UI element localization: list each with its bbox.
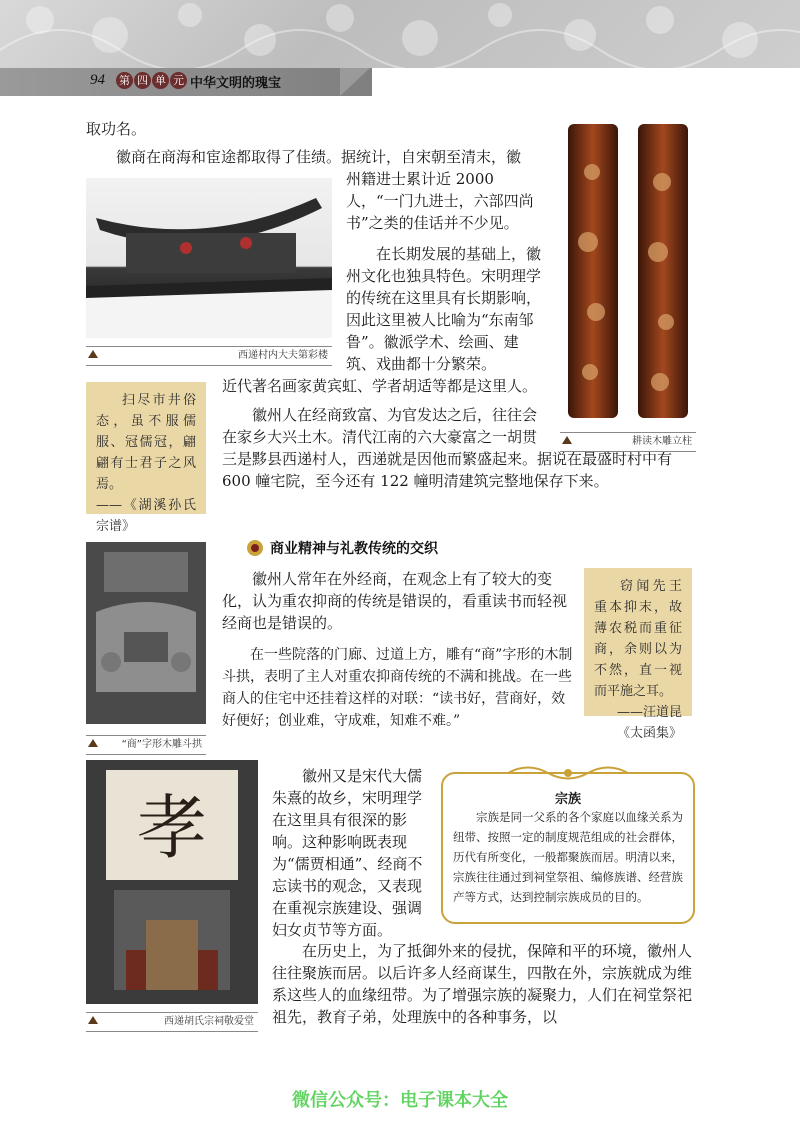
triangle-icon bbox=[88, 739, 98, 747]
paragraph-7-text: 在历史上，为了抵御外来的侵扰，保障和平的环境，徽州人往往聚族而居。以后许多人经商谋生，四散在外，宗族就成为维系这些人的血缘纽带。为了增强宗族的凝聚力，人们在祠堂祭祀祖先，教育子弟，处理族中的各种事务，以 bbox=[272, 942, 693, 1026]
bracket-drawing bbox=[86, 542, 206, 724]
paragraph-1-block: 徽商在商海和宦途都取得了佳绩。据统计，自宋朝至清末，徽 州籍进士累计近 2000 人，“一门九进士，六部四尚书”之类的佳话并不少见。 bbox=[116, 148, 534, 232]
section-title: 商业精神与礼教传统的交织 bbox=[270, 541, 438, 557]
caption-text: 耕读木雕立柱 bbox=[632, 436, 692, 447]
paragraph-6 bbox=[272, 765, 434, 941]
pillars-drawing bbox=[562, 122, 694, 422]
info-box-zongzu bbox=[441, 772, 695, 924]
triangle-icon bbox=[88, 1016, 98, 1024]
page-number: 94 bbox=[90, 72, 105, 88]
scroll-ornament-icon bbox=[503, 764, 633, 782]
watermark: 微信公众号：电子课本大全 bbox=[292, 1090, 508, 1111]
unit-badge-char: 单 bbox=[152, 72, 169, 89]
hall-drawing bbox=[86, 760, 258, 1004]
note1-text: 扫尽市井俗态，虽不服儒服、冠儒冠，翩翩有士君子之风焉。 bbox=[96, 393, 196, 492]
photo-shang-bracket bbox=[86, 542, 206, 724]
sidebar-note-2 bbox=[584, 568, 692, 741]
paragraph-2-end: 近代著名画家黄宾虹、学者胡适等都是这里人。 bbox=[222, 377, 538, 395]
paragraph-4 bbox=[222, 568, 578, 634]
header-bar-right bbox=[372, 68, 800, 96]
paragraph-5 bbox=[222, 644, 578, 732]
paragraph-7 bbox=[272, 940, 692, 1028]
caption-img4 bbox=[86, 1012, 258, 1032]
note2-text: 窃闻先王重本抑末，故薄农税而重征商，余则以为不然，直一视而平施之耳。 bbox=[594, 579, 682, 699]
triangle-icon bbox=[562, 436, 572, 444]
paragraph-3-end: 三是黟县西递村人，西递就是因他而繁盛起来。据说在最盛时村中有 600 幢宅院，至今还有 122 幢明清建筑完整地保存下来。 bbox=[222, 450, 673, 490]
paragraph-3: 徽州人在经商致富、为官发达之后，往往会在家乡大兴土木。清代江南的六大豪富之一胡贯 bbox=[222, 406, 538, 446]
unit-title: 中华文明的瑰宝 bbox=[190, 76, 282, 91]
paragraph-5-text: 在一些院落的门廊、过道上方，雕有“商”字形的木制斗拱，表明了主人对重农抑商传统的不满和挑战。在一些商人的住宅中还挂着这样的对联：“读书好，营商好，效好便好；创业难，守成难，知难不难。” bbox=[222, 647, 573, 729]
caption-text: 西递村内大夫第彩楼 bbox=[238, 350, 328, 361]
caption-text: 西递胡氏宗祠敬爱堂 bbox=[164, 1016, 254, 1027]
xiao-character: 孝 bbox=[137, 787, 207, 869]
paragraph-2: 在长期发展的基础上，徽州文化也独具特色。宋明理学的传统在这里具有长期影响，因此这里被人比喻为“东南邹鲁”。徽派学术、绘画、建筑、戏曲都十分繁荣。 bbox=[346, 245, 542, 373]
caption-img1 bbox=[86, 346, 332, 366]
info-box-title: 宗族 bbox=[554, 792, 581, 807]
unit-badge-char: 第 bbox=[116, 72, 133, 89]
photo-hu-ancestral-hall bbox=[86, 760, 258, 1004]
caption-img2 bbox=[560, 432, 696, 452]
unit-badge bbox=[116, 72, 187, 89]
paragraph-4-text: 徽州人常年在外经商，在观念上有了较大的变化，认为重农抑商的传统是错误的，看重读书而轻视经商也是错误的。 bbox=[222, 570, 568, 632]
photo-wood-pillars bbox=[562, 122, 694, 422]
paragraph-0: 取功名。 bbox=[86, 120, 147, 138]
paragraph-6-text: 徽州又是宋代大儒朱熹的故乡，宋明理学在这里具有很深的影响。这种影响既表现为“儒贾相通”、经商不忘读书的观念，又表现在重视宗族建设、强调妇女贞节等方面。 bbox=[272, 767, 423, 939]
note2-source: ——汪道昆《太函集》 bbox=[616, 705, 682, 741]
caption-text: “商”字形木雕斗拱 bbox=[121, 739, 202, 750]
triangle-icon bbox=[88, 350, 98, 358]
sidebar-note-1 bbox=[86, 382, 206, 534]
section-heading bbox=[246, 538, 438, 558]
unit-badge-char: 元 bbox=[170, 72, 187, 89]
note1-source: ——《湖溪孙氏宗谱》 bbox=[96, 498, 196, 534]
info-box-body: 宗族是同一父系的各个家庭以血缘关系为纽带、按照一定的制度规范组成的社会群体，历代有所变化，一般都聚族而居。明清以来，宗族往往通过到祠堂祭祖、编修族谱、经营族产等方式，达到控制宗族成员的目的。 bbox=[453, 810, 683, 904]
lotus-ornament-icon bbox=[246, 539, 264, 557]
unit-badge-char: 四 bbox=[134, 72, 151, 89]
caption-img3 bbox=[86, 735, 206, 755]
